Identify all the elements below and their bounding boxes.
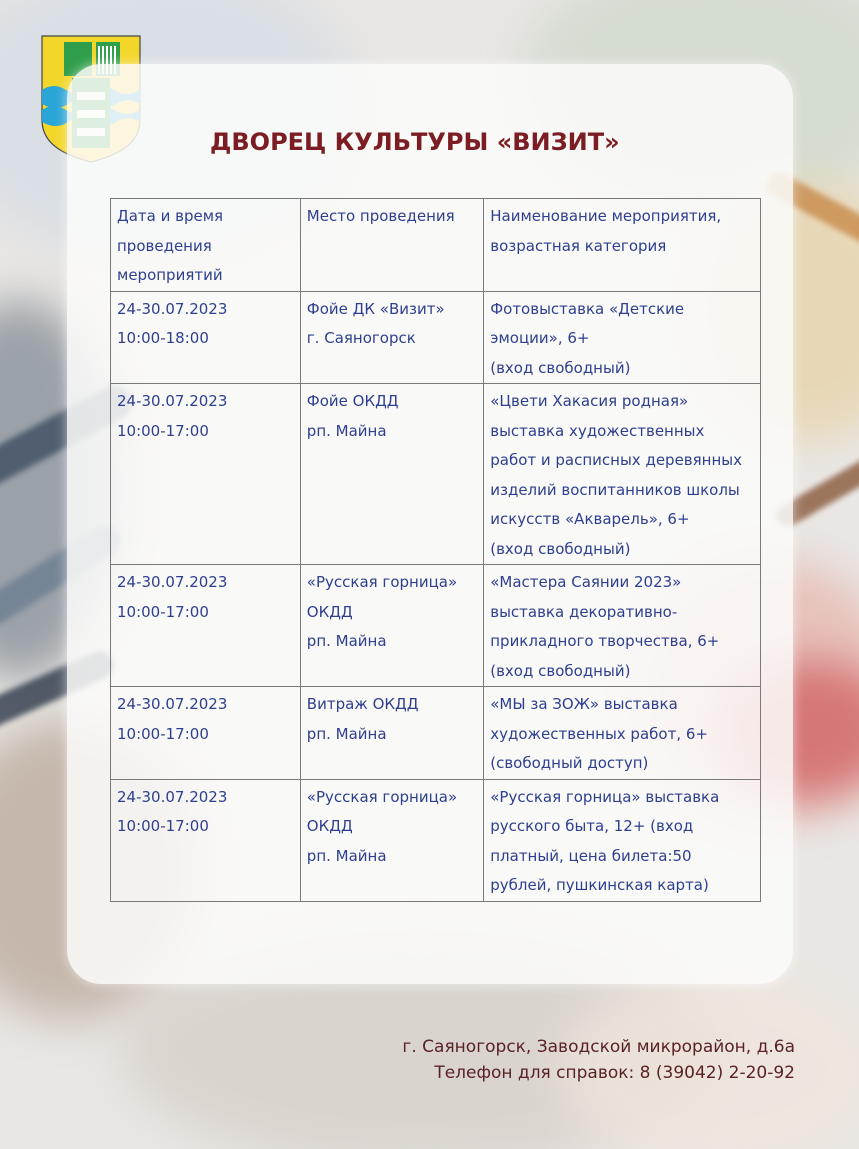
events-table: [110, 198, 761, 902]
row-event: «МЫ за ЗОЖ» выставка художественных работ, 6+ (свободный доступ): [484, 687, 761, 780]
row-date: 24-30.07.2023 10:00-18:00: [111, 291, 301, 384]
header-event: Наименование мероприятия, возрастная категория: [484, 199, 761, 292]
table-header-row: [111, 199, 761, 292]
table-row: [111, 565, 761, 687]
row-date: 24-30.07.2023 10:00-17:00: [111, 565, 301, 687]
row-place: Фойе ДК «Визит» г. Саяногорск: [300, 291, 483, 384]
page-title: ДВОРЕЦ КУЛЬТУРЫ «ВИЗИТ»: [210, 128, 620, 156]
header-date: Дата и время проведения мероприятий: [111, 199, 301, 292]
header-place: Место проведения: [300, 199, 483, 292]
row-place: Фойе ОКДД рп. Майна: [300, 384, 483, 565]
table-row: [111, 384, 761, 565]
row-date: 24-30.07.2023 10:00-17:00: [111, 779, 301, 901]
table-row: [111, 291, 761, 384]
row-place: «Русская горница» ОКДД рп. Майна: [300, 779, 483, 901]
row-event: «Русская горница» выставка русского быта, 12+ (вход платный, цена билета:50 рублей, пушкинская карта): [484, 779, 761, 901]
row-date: 24-30.07.2023 10:00-17:00: [111, 384, 301, 565]
row-place: «Русская горница» ОКДД рп. Майна: [300, 565, 483, 687]
row-place: Витраж ОКДД рп. Майна: [300, 687, 483, 780]
address-text: г. Саяногорск, Заводской микрорайон, д.6а: [402, 1037, 795, 1057]
phone-text: Телефон для справок: 8 (39042) 2-20-92: [434, 1063, 795, 1083]
contact-info: [402, 1034, 795, 1086]
row-date: 24-30.07.2023 10:00-17:00: [111, 687, 301, 780]
row-event: Фотовыставка «Детские эмоции», 6+ (вход свободный): [484, 291, 761, 384]
table-row: [111, 687, 761, 780]
row-event: «Мастера Саянии 2023» выставка декоративно-прикладного творчества, 6+ (вход свободный): [484, 565, 761, 687]
table-row: [111, 779, 761, 901]
row-event: «Цвети Хакасия родная» выставка художественных работ и расписных деревянных изделий воспитанников школы искусств «Акварель», 6+ (вход свободный): [484, 384, 761, 565]
